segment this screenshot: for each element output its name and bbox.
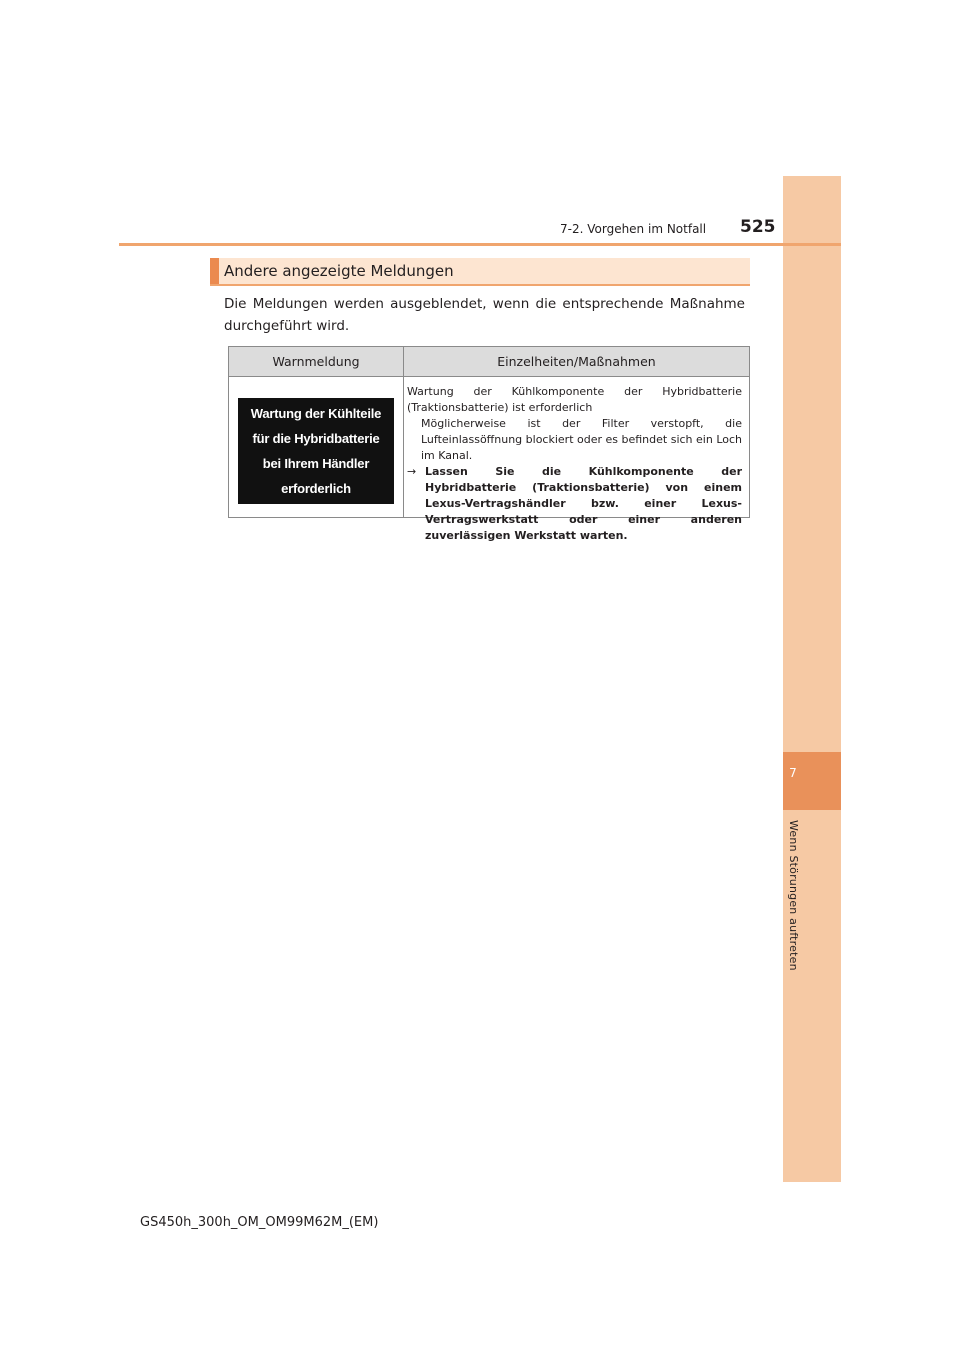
warning-display-image bbox=[238, 398, 394, 504]
running-header-section: 7-2. Vorgehen im Notfall bbox=[560, 222, 707, 236]
chapter-tab[interactable] bbox=[783, 752, 841, 810]
details-cell bbox=[407, 384, 742, 544]
action-text: Lassen Sie die Kühlkomponente der Hybridbatterie (Traktionsbatterie) von einem Lexus-Vertragshändler bzw. einer Lexus-Vertragswerkstatt oder einer anderen zuverlässigen Werkstatt warten. bbox=[425, 465, 742, 542]
header-rule bbox=[119, 243, 841, 246]
detail-note: Möglicherweise ist der Filter verstopft, die Lufteinlassöffnung blockiert oder es befindet sich ein Loch im Kanal. bbox=[421, 417, 742, 462]
warning-display-message: Wartung der Kühlteile für die Hybridbatterie bei Ihrem Händler erforderlich bbox=[250, 406, 382, 496]
document-id: GS450h_300h_OM_OM99M62M_(EM) bbox=[140, 1215, 379, 1230]
message-table bbox=[228, 346, 750, 542]
detail-description: Wartung der Kühlkomponente der Hybridbatterie (Traktionsbatterie) ist erforderlich bbox=[407, 385, 742, 414]
table-header-row bbox=[229, 347, 749, 377]
section-heading-bar bbox=[210, 258, 750, 286]
chapter-number: 7 bbox=[789, 766, 797, 780]
page-number: 525 bbox=[740, 217, 776, 237]
arrow-right-icon: → bbox=[407, 465, 417, 478]
column-header-warning: Warnmeldung bbox=[272, 354, 360, 369]
section-title: Andere angezeigte Meldungen bbox=[224, 262, 454, 280]
section-heading-accent bbox=[210, 258, 219, 284]
chapter-title: Wenn Störungen auftreten bbox=[787, 820, 800, 971]
column-divider bbox=[403, 347, 404, 517]
side-chapter-band bbox=[783, 176, 841, 1182]
column-header-details: Einzelheiten/Maßnahmen bbox=[497, 354, 656, 369]
action-row bbox=[407, 464, 742, 544]
intro-paragraph: Die Meldungen werden ausgeblendet, wenn die entsprechende Maßnahme durchgeführt wird. bbox=[224, 296, 745, 334]
